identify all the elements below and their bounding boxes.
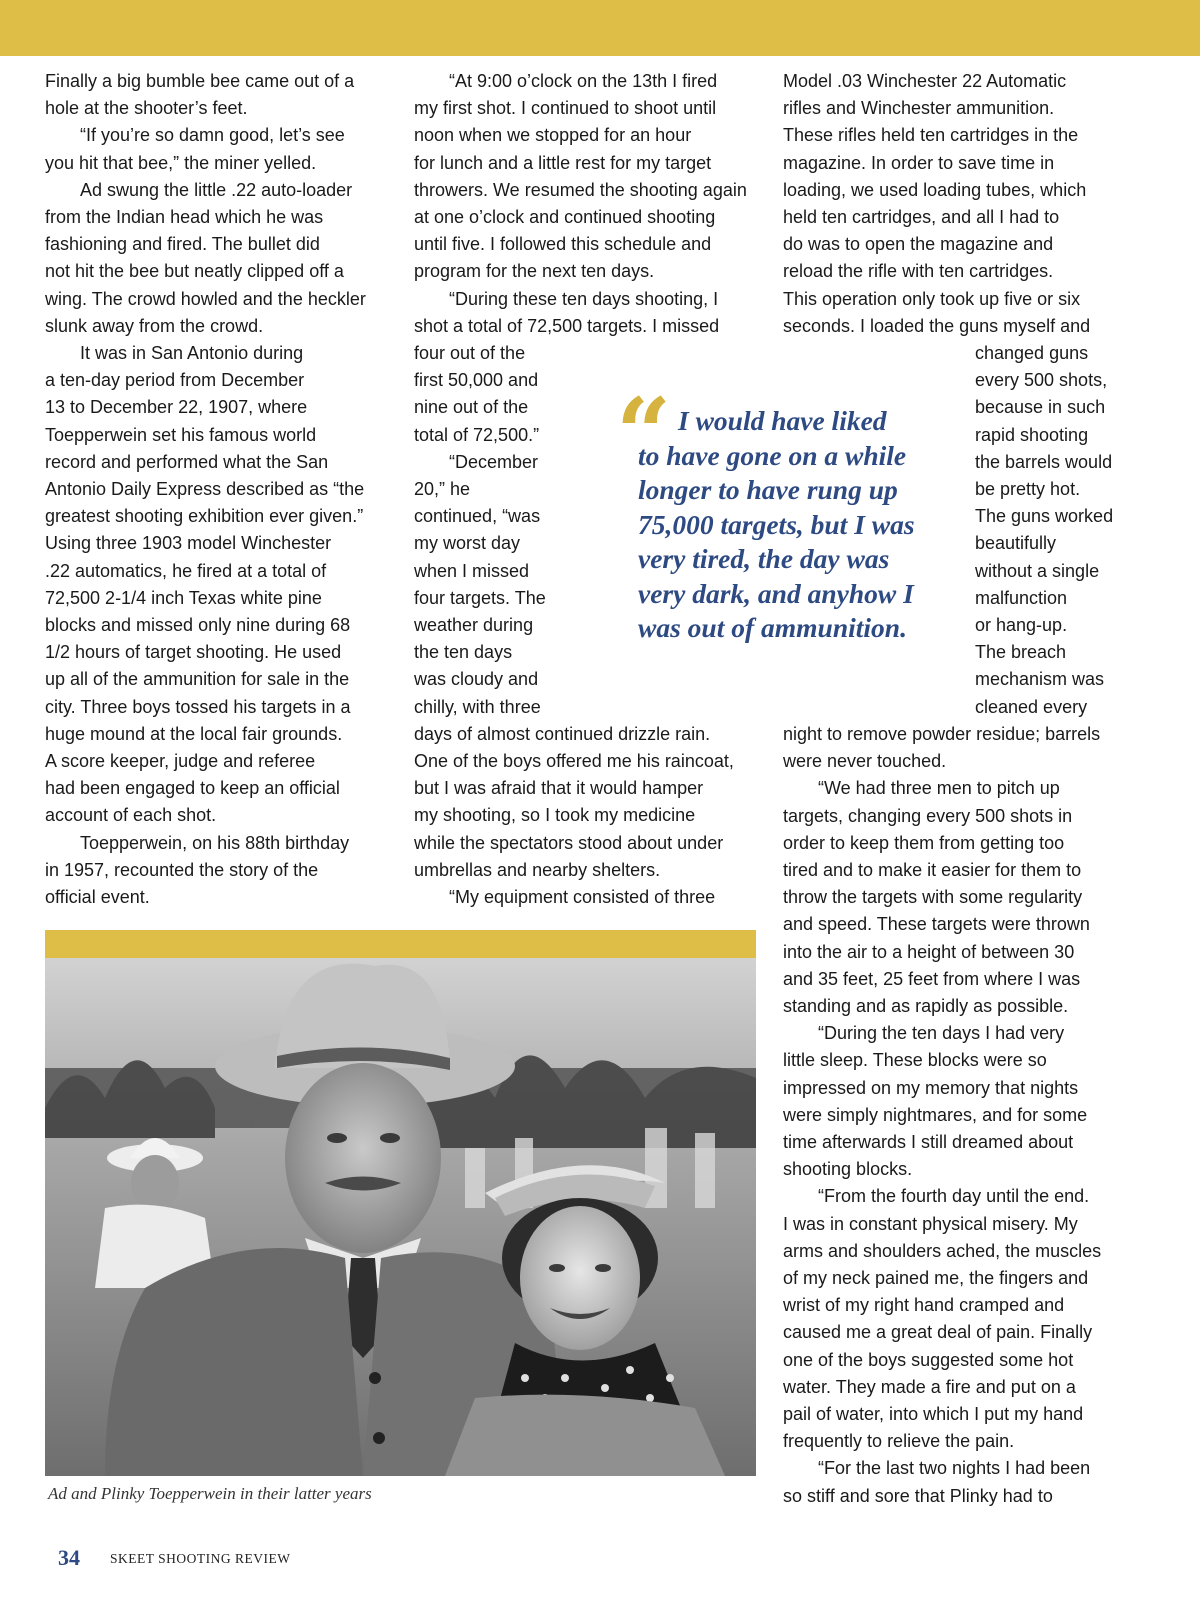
text-line: 72,500 2-1/4 inch Texas white pine	[45, 587, 322, 608]
text-line: first 50,000 and	[414, 370, 539, 391]
portrait-photo	[45, 958, 756, 1476]
text-line: continued, “was	[414, 506, 541, 527]
text-line: one of the boys suggested some hot	[783, 1349, 1074, 1370]
text-line: standing and as rapidly as possible.	[783, 996, 1069, 1017]
text-line: at one o’clock and continued shooting	[414, 207, 716, 228]
text-line: from the Indian head which he was	[45, 207, 324, 228]
text-line: were simply nightmares, and for some	[783, 1104, 1088, 1125]
text-line: but I was afraid that it would hamper	[414, 778, 704, 799]
text-line: rifles and Winchester ammunition.	[783, 98, 1055, 119]
text-line: Using three 1903 model Winchester	[45, 533, 332, 554]
pull-quote-text	[638, 404, 915, 646]
text-line: had been engaged to keep an official	[45, 778, 340, 799]
text-line: shooting blocks.	[783, 1159, 913, 1180]
text-line: the ten days	[414, 642, 513, 663]
text-line: a ten-day period from December	[45, 370, 305, 391]
text-line: The breach	[975, 642, 1067, 663]
text-line: “My equipment consisted of three	[449, 887, 716, 908]
text-line: greatest shooting exhibition ever given.”	[45, 506, 364, 527]
text-line: Finally a big bumble bee came out of a	[45, 71, 355, 91]
text-line: water. They made a fire and put on a	[783, 1376, 1076, 1397]
text-line: Toepperwein, on his 88th birthday	[80, 832, 350, 853]
text-line: “During the ten days I had very	[818, 1023, 1065, 1044]
text-line: “We had three men to pitch up	[818, 778, 1060, 799]
text-line: mechanism was	[975, 669, 1105, 690]
text-line: frequently to relieve the pain.	[783, 1431, 1015, 1452]
text-line: record and performed what the San	[45, 451, 329, 472]
text-line: because in such	[975, 397, 1106, 418]
text-line: days of almost continued drizzle rain.	[414, 723, 711, 744]
text-line: when I missed	[414, 560, 530, 581]
text-line: into the air to a height of between 30	[783, 941, 1075, 962]
text-line: night to remove powder residue; barrels	[783, 724, 1101, 744]
text-line: huge mound at the local fair grounds.	[45, 723, 343, 744]
pull-quote-line: 75,000 targets, but I was	[638, 508, 915, 540]
text-line: Ad swung the little .22 auto-loader	[80, 179, 353, 200]
text-line: little sleep. These blocks were so	[783, 1050, 1047, 1071]
text-line: A score keeper, judge and referee	[45, 751, 316, 772]
text-line: pail of water, into which I put my hand	[783, 1404, 1084, 1425]
text-line: my shooting, so I took my medicine	[414, 805, 696, 826]
text-line: of my neck pained me, the fingers and	[783, 1268, 1089, 1289]
text-line: were never touched.	[783, 751, 947, 772]
text-line: my first shot. I continued to shoot until	[414, 98, 717, 119]
text-line: official event.	[45, 887, 150, 908]
text-line: weather during	[414, 615, 534, 636]
text-line: was cloudy and	[414, 669, 539, 690]
text-line: nine out of the	[414, 397, 529, 418]
text-line: order to keep them from getting too	[783, 832, 1065, 853]
text-line: This operation only took up five or six	[783, 288, 1081, 309]
text-line: every 500 shots,	[975, 370, 1108, 391]
text-line: Model .03 Winchester 22 Automatic	[783, 71, 1067, 91]
text-line: cleaned every	[975, 696, 1088, 717]
text-line: wrist of my right hand cramped and	[783, 1295, 1065, 1316]
article-column-1	[45, 68, 395, 911]
text-line: time afterwards I still dreamed about	[783, 1132, 1074, 1153]
text-line: slunk away from the crowd.	[45, 315, 264, 336]
text-line: One of the boys offered me his raincoat,	[414, 751, 734, 772]
text-line: so stiff and sore that Plinky had to	[783, 1485, 1053, 1506]
text-line: chilly, with three	[414, 696, 541, 717]
pull-quote-line: very dark, and anyhow I	[638, 577, 914, 609]
text-line: blocks and missed only nine during 68	[45, 615, 351, 636]
text-line: while the spectators stood about under	[414, 832, 724, 853]
text-line: up all of the ammunition for sale in the	[45, 669, 350, 690]
text-line: program for the next ten days.	[414, 261, 655, 282]
text-line: 20,” he	[414, 479, 471, 500]
text-line: you hit that bee,” the miner yelled.	[45, 152, 317, 173]
text-line: The guns worked	[975, 506, 1114, 527]
text-line: tired and to make it easier for them to	[783, 860, 1082, 881]
text-line: four out of the	[414, 343, 526, 364]
text-line: “If you’re so damn good, let’s see	[80, 125, 345, 146]
article-column-3-narrow	[975, 340, 1135, 721]
text-line: I was in constant physical misery. My	[783, 1213, 1078, 1234]
text-line: seconds. I loaded the guns myself and	[783, 315, 1091, 336]
text-line: shot a total of 72,500 targets. I missed	[414, 315, 720, 336]
text-line: without a single	[975, 560, 1100, 581]
text-line: “From the fourth day until the end.	[818, 1186, 1090, 1207]
text-line: and 35 feet, 25 feet from where I was	[783, 968, 1081, 989]
text-line: arms and shoulders ached, the muscles	[783, 1240, 1102, 1261]
publication-name: SKEET SHOOTING REVIEW	[110, 1551, 291, 1566]
text-line: These rifles held ten cartridges in the	[783, 125, 1079, 146]
pull-quote-line: to have gone on a while	[638, 439, 907, 471]
text-line: be pretty hot.	[975, 479, 1081, 500]
text-line: 13 to December 22, 1907, where	[45, 397, 308, 418]
text-line: impressed on my memory that nights	[783, 1077, 1079, 1098]
text-line: held ten cartridges, and all I had to	[783, 207, 1060, 228]
text-line: until five. I followed this schedule and	[414, 234, 712, 255]
text-line: malfunction	[975, 587, 1068, 608]
text-line: .22 automatics, he fired at a total of	[45, 560, 327, 581]
text-line: the barrels would	[975, 451, 1113, 472]
top-accent-bar	[0, 0, 1200, 56]
pull-quote-line: very tired, the day was	[638, 543, 890, 574]
article-column-3-bottom	[783, 721, 1133, 1510]
text-line: hole at the shooter’s feet.	[45, 98, 248, 119]
pull-quote-line: longer to have rung up	[638, 474, 898, 505]
text-line: umbrellas and nearby shelters.	[414, 859, 661, 880]
text-line: loading, we used loading tubes, which	[783, 179, 1087, 200]
text-line: rapid shooting	[975, 424, 1089, 445]
text-line: noon when we stopped for an hour	[414, 125, 692, 146]
text-line: beautifully	[975, 533, 1057, 554]
text-line: magazine. In order to save time in	[783, 152, 1055, 173]
text-line: wing. The crowd howled and the heckler	[45, 288, 366, 309]
text-line: “December	[449, 451, 539, 472]
pull-quote-line: I would have liked	[678, 405, 887, 436]
text-line: 1/2 hours of target shooting. He used	[45, 642, 342, 663]
text-line: for lunch and a little rest for my target	[414, 152, 712, 173]
text-line: account of each shot.	[45, 805, 217, 826]
text-line: Toepperwein set his famous world	[45, 424, 317, 445]
pull-quote-line: was out of ammunition.	[638, 612, 907, 643]
text-line: total of 72,500.”	[414, 424, 540, 445]
text-line: changed guns	[975, 343, 1089, 363]
text-line: “During these ten days shooting, I	[449, 288, 719, 309]
text-line: throw the targets with some regularity	[783, 887, 1083, 908]
text-line: four targets. The	[414, 587, 546, 608]
text-line: and speed. These targets were thrown	[783, 914, 1090, 935]
article-column-3	[783, 68, 1133, 340]
text-line: “For the last two nights I had been	[818, 1458, 1091, 1479]
text-line: caused me a great deal of pain. Finally	[783, 1322, 1093, 1343]
text-line: my worst day	[414, 533, 521, 554]
text-line: throwers. We resumed the shooting again	[414, 179, 747, 200]
quote-mark-icon: “	[616, 377, 672, 490]
page-number: 34	[58, 1545, 80, 1570]
text-line: not hit the bee but neatly clipped off a	[45, 261, 344, 282]
text-line: fashioning and fired. The bullet did	[45, 234, 320, 255]
text-line: It was in San Antonio during	[80, 343, 304, 364]
text-line: “At 9:00 o’clock on the 13th I fired	[449, 71, 718, 91]
text-line: or hang-up.	[975, 615, 1068, 636]
text-line: in 1957, recounted the story of the	[45, 859, 319, 880]
text-line: do was to open the magazine and	[783, 234, 1054, 255]
photo-accent-bar	[45, 930, 756, 958]
text-line: Antonio Daily Express described as “the	[45, 479, 365, 500]
text-line: targets, changing every 500 shots in	[783, 805, 1073, 826]
text-line: reload the rifle with ten cartridges.	[783, 261, 1054, 282]
text-line: city. Three boys tossed his targets in a	[45, 696, 351, 717]
photo-caption: Ad and Plinky Toepperwein in their latter years	[48, 1484, 372, 1503]
